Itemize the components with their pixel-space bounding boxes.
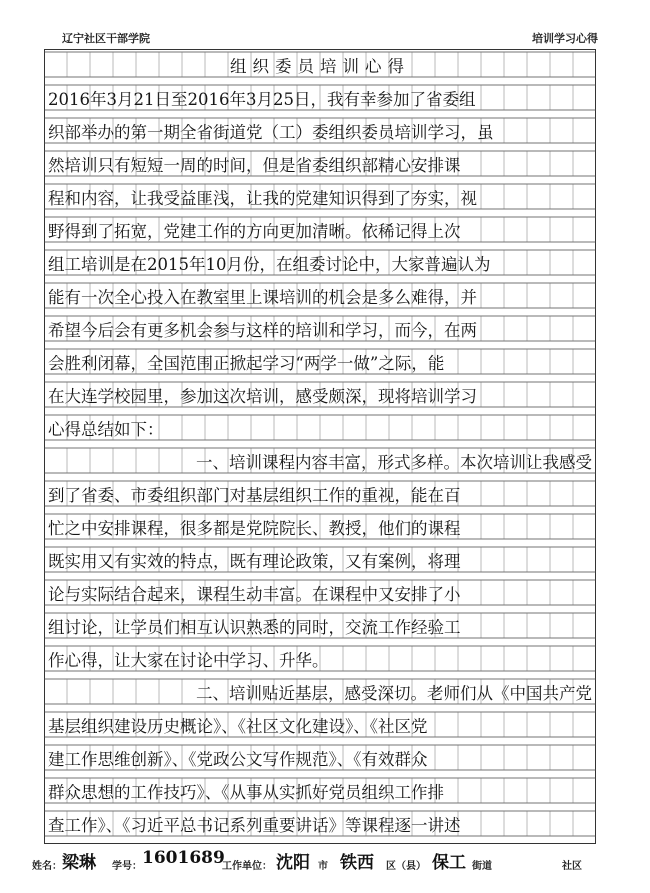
text-line: 会胜利闭幕，全国范围正掀起学习“两学一做”之际，能 (48, 353, 445, 373)
text-line: 建工作思维创新》、《党政公文写作规范》、《有效群众 (48, 749, 428, 769)
school-name: 辽宁社区干部学院 (62, 32, 150, 45)
text-line: 组工培训是在2015年10月份，在组委讨论中，大家普遍认为 (48, 254, 491, 274)
city-label: 市 (318, 861, 328, 872)
text-line: 作心得，让大家在讨论中学习、升华。 (48, 650, 329, 670)
text-line: 二、培训贴近基层，感受深切。老师们从《中国共产党 (196, 683, 592, 703)
page-header (0, 24, 650, 46)
city-value: 沈阳 (276, 853, 310, 873)
community-label: 社区 (562, 861, 582, 872)
name-label: 姓名： (32, 861, 62, 872)
text-line: 基层组织建设历史概论》、《社区文化建设》、《社区党 (48, 716, 428, 736)
text-line: 到了省委、市委组织部门对基层组织工作的重视，能在百 (48, 485, 461, 505)
text-line: 然培训只有短短一周的时间，但是省委组织部精心安排课 (48, 155, 461, 175)
work-unit-label: 工作单位： (222, 861, 272, 872)
student-id-value: 1601689 (142, 848, 225, 868)
text-line: 心得总结如下： (48, 419, 164, 439)
text-line: 群众思想的工作技巧》、《从事从实抓好党员组织工作排 (48, 782, 444, 802)
student-id-label: 学号： (112, 861, 142, 872)
text-line: 程和内容，让我受益匪浅，让我的党建知识得到了夯实，视 (48, 188, 477, 208)
text-line: 既实用又有实效的特点，既有理论政策，又有案例，将理 (48, 551, 461, 571)
text-line: 织部举办的第一期全省街道党（工）委组织委员培训学习，虽 (48, 122, 494, 142)
text-line: 2016年3月21日至2016年3月25日，我有幸参加了省委组 (48, 89, 476, 109)
text-line: 在大连学校园里，参加这次培训，感受颇深，现将培训学习 (48, 386, 477, 406)
student-info-footer (0, 848, 650, 876)
text-line: 一、培训课程内容丰富，形式多样。本次培训让我感受 (196, 452, 592, 472)
text-line: 查工作》、《习近平总书记系列重要讲话》等课程逐一讲述 (48, 815, 461, 835)
text-line: 野得到了拓宽，党建工作的方向更加清晰。依稀记得上次 (48, 221, 461, 241)
street-value: 保工 (432, 853, 466, 873)
text-line: 希望今后会有更多机会参与这样的培训和学习，而今，在两 (48, 320, 477, 340)
writing-grid-sheet (44, 49, 596, 844)
text-line: 忙之中安排课程，很多都是党院院长、教授，他们的课程 (48, 518, 461, 538)
name-value: 梁琳 (62, 853, 96, 873)
street-label: 街道 (472, 861, 492, 872)
district-value: 铁西 (340, 853, 374, 873)
text-line: 能有一次全心投入在教室里上课培训的机会是多么难得，并 (48, 287, 477, 307)
text-line: 组讨论，让学员们相互认识熟悉的同时，交流工作经验工 (48, 617, 461, 637)
district-label: 区（县） (386, 861, 426, 872)
essay-title: 组织委员培训心得 (230, 56, 410, 76)
text-line: 论与实际结合起来，课程生动丰富。在课程中又安排了小 (48, 584, 461, 604)
sheet-type-label: 培训学习心得 (532, 32, 598, 45)
